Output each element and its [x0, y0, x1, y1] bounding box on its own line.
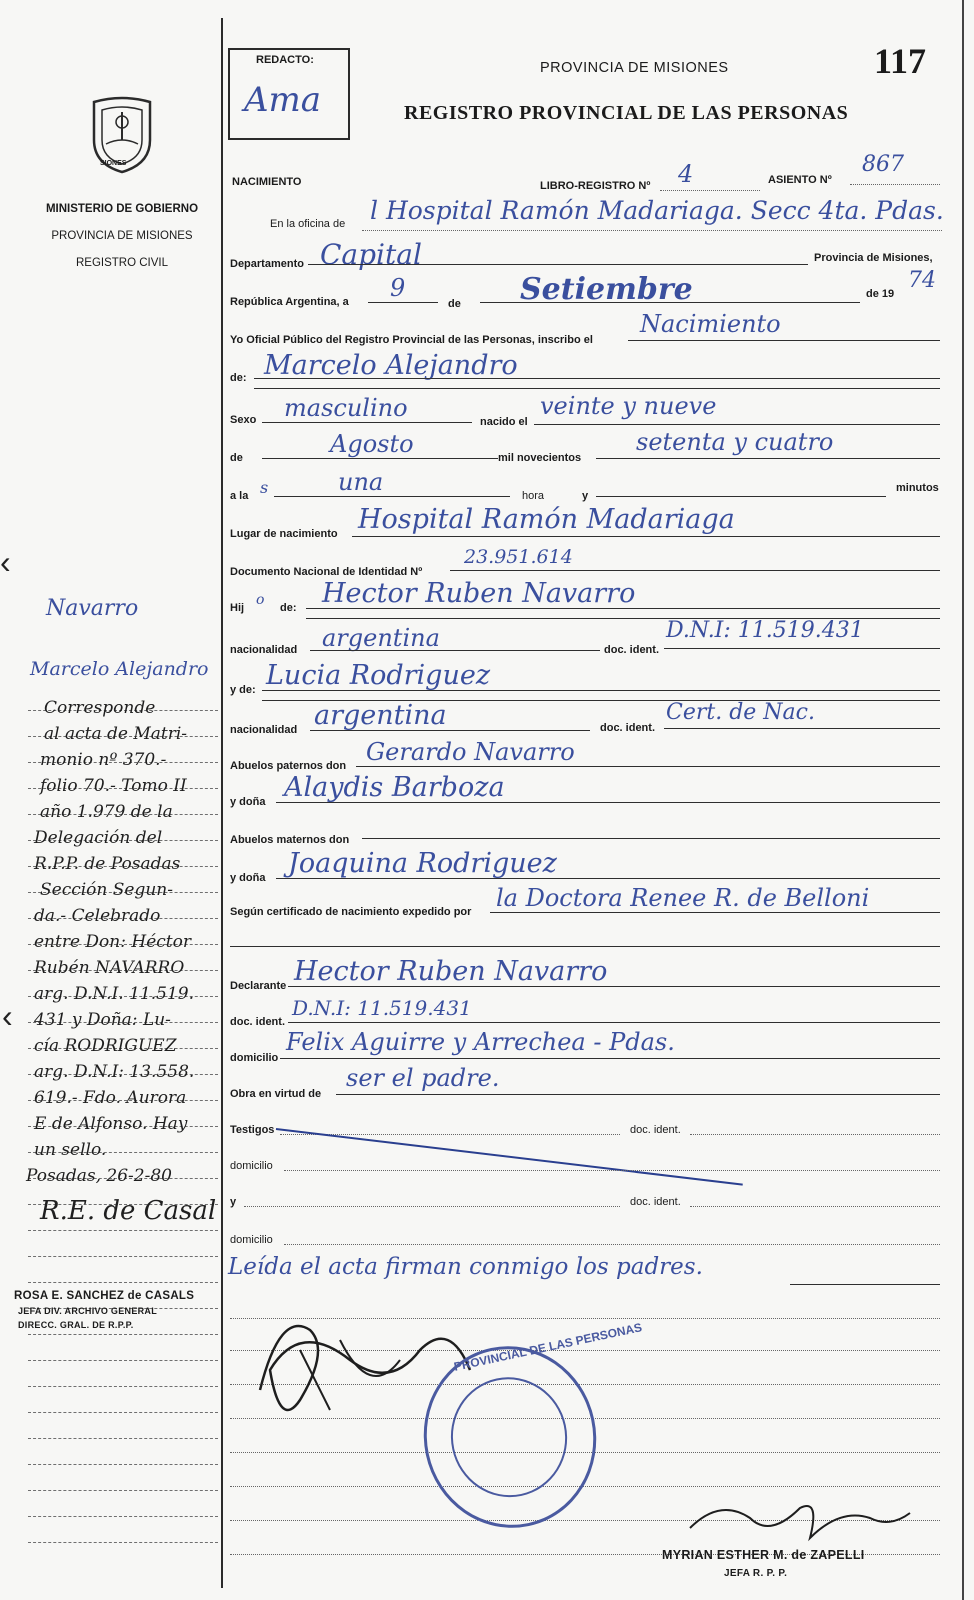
redacto-signature: Ama: [244, 80, 322, 120]
nombre-line-2: [254, 388, 940, 389]
doc1-value: D.N.I: 11.519.431: [666, 618, 864, 643]
margin-line: un sello.: [34, 1140, 107, 1160]
y2-label: y: [230, 1196, 237, 1208]
record-type: NACIMIENTO: [232, 176, 302, 188]
nombre-value: Marcelo Alejandro: [264, 350, 518, 381]
dni-value: 23.951.614: [464, 546, 573, 568]
hora-value: una: [338, 468, 384, 496]
doc2-line: [664, 728, 940, 729]
alas-prefix: s: [260, 478, 269, 497]
hora-line: [274, 496, 510, 497]
mes-nac-line: [262, 458, 498, 459]
nac1-value: argentina: [322, 624, 440, 652]
oficina-value: l Hospital Ramón Madariaga. Secc 4ta. Pdas.: [370, 196, 944, 225]
oficial-label: Yo Oficial Público del Registro Provincial de las Personas, inscribo el: [230, 334, 593, 346]
abuelo-pat-line: [356, 766, 940, 767]
witness-strike-line: [276, 1128, 743, 1186]
margin-line: R.P.P. de Posadas: [34, 854, 181, 874]
anio-nac-value: setenta y cuatro: [636, 428, 834, 456]
certificado-line: [490, 912, 940, 913]
margin-stamp-name: ROSA E. SANCHEZ de CASALS: [14, 1290, 195, 1302]
abuela-pat-value: Alaydis Barboza: [284, 772, 505, 803]
margin-line: da.- Celebrado: [34, 906, 161, 926]
departamento-line: [308, 264, 808, 265]
hijo-label: Hij: [230, 602, 245, 614]
lugar-line: [352, 536, 940, 537]
certificado-label: Según certificado de nacimiento expedido por: [230, 906, 472, 918]
ministry-line: MINISTERIO DE GOBIERNO: [45, 203, 199, 215]
inscribo-value: Nacimiento: [640, 310, 781, 338]
margin-line: folio 70.- Tomo II: [40, 776, 187, 796]
inscribo-line: [628, 340, 940, 341]
lugar-label: Lugar de nacimiento: [230, 528, 338, 540]
mes-value: Setiembre: [520, 272, 693, 307]
nombre-line: [254, 378, 940, 379]
closing-line: [790, 1284, 940, 1285]
redacto-label: REDACTO:: [256, 54, 314, 66]
doc3-label: doc. ident.: [230, 1016, 285, 1028]
ydona1-label: y doña: [230, 796, 266, 808]
oficina-label: En la oficina de: [270, 218, 346, 230]
y2-line: [244, 1206, 620, 1207]
margin-line: Corresponde: [44, 698, 156, 718]
mes-nac-value: Agosto: [330, 430, 414, 458]
nacido-label: nacido el: [480, 416, 528, 428]
nombre-label: de:: [230, 372, 247, 384]
abuelos-pat-label: Abuelos paternos don: [230, 760, 347, 772]
seal-text: PROVINCIAL DE LAS PERSONAS: [452, 1320, 644, 1374]
sexo-value: masculino: [284, 394, 408, 422]
departamento-label: Departamento: [230, 258, 304, 270]
abuela-mat-value: Joaquina Rodriguez: [288, 848, 557, 879]
domicilio-line: [280, 1058, 940, 1059]
doc5-label: doc. ident.: [630, 1196, 681, 1208]
closing-text: Leída el acta firman conmigo los padres.: [228, 1254, 703, 1280]
margin-line: monio nº 370.-: [40, 750, 167, 770]
declarante-line: [288, 986, 940, 987]
lugar-value: Hospital Ramón Madariaga: [358, 504, 735, 535]
seal-text: SIONES: [100, 160, 127, 167]
margin-mark-icon: ‹: [0, 544, 11, 580]
margin-line: E de Alfonso. Hay: [34, 1114, 188, 1134]
doc4-label: doc. ident.: [630, 1124, 681, 1136]
ministry-header: [22, 196, 222, 277]
domicilio-value: Felix Aguirre y Arrechea - Pdas.: [286, 1028, 675, 1056]
testigos-label: Testigos: [230, 1124, 275, 1136]
margin-surname: Navarro: [46, 596, 139, 621]
ydona2-label: y doña: [230, 872, 266, 884]
domicilio2-label: domicilio: [230, 1160, 273, 1172]
official-name: MYRIAN ESTHER M. de ZAPELLI: [662, 1548, 865, 1562]
registry-civil-line: REGISTRO CIVIL: [75, 257, 169, 269]
dni-label: Documento Nacional de Identidad Nº: [230, 566, 423, 578]
padre-line: [306, 608, 940, 609]
departamento-value: Capital: [320, 238, 422, 271]
certificado-value: la Doctora Renee R. de Belloni: [496, 884, 870, 912]
obra-line: [336, 1094, 940, 1095]
registry-title: REGISTRO PROVINCIAL DE LAS PERSONAS: [404, 102, 849, 124]
domicilio3-line: [284, 1244, 940, 1245]
redacto-box: [228, 48, 350, 140]
declarante-value: Hector Ruben Navarro: [294, 956, 608, 987]
anio-value: 74: [908, 268, 936, 293]
de19-label: de 19: [866, 288, 895, 300]
nac2-value: argentina: [314, 700, 447, 731]
obra-label: Obra en virtud de: [230, 1088, 322, 1100]
libro-value: 4: [678, 160, 694, 188]
doc4-line: [690, 1134, 940, 1135]
abuelo-pat-value: Gerardo Navarro: [366, 738, 575, 766]
alas-label: a la: [230, 490, 249, 502]
asiento-value: 867: [862, 152, 904, 177]
domicilio2-line: [284, 1170, 940, 1171]
dia-line: [368, 302, 438, 303]
domicilio-label: domicilio: [230, 1052, 279, 1064]
abuela-pat-line: [276, 802, 940, 803]
margin-line: año 1.979 de la: [40, 802, 173, 822]
provincia-label: Provincia de Misiones,: [814, 252, 933, 264]
province-line: PROVINCIA DE MISIONES: [51, 230, 193, 242]
official-title: JEFA R. P. P.: [724, 1568, 788, 1579]
minutos-label: minutos: [896, 482, 939, 494]
oficina-line: [362, 230, 942, 231]
margin-stamp-dept: DIRECC. GRAL. DE R.P.P.: [18, 1320, 134, 1330]
abuelo-mat-line: [362, 838, 940, 839]
anio-nac-line: [596, 458, 940, 459]
dia-value: 9: [390, 274, 406, 302]
margin-line: al acta de Matri-: [44, 724, 188, 744]
republica-label: República Argentina, a: [230, 296, 349, 308]
margin-line: arg. D.N.I: 13.558.: [34, 1062, 195, 1082]
hijo-suffix: o: [256, 592, 265, 608]
abuelos-mat-label: Abuelos maternos don: [230, 834, 350, 846]
madre-line: [262, 690, 940, 691]
folio-number: 117: [874, 41, 927, 81]
doc5-line: [690, 1206, 940, 1207]
doc2-label: doc. ident.: [600, 722, 655, 734]
margin-line: 619.- Fdo. Aurora: [34, 1088, 187, 1108]
margin-line: 431 y Doña: Lu-: [34, 1010, 171, 1030]
margin-line: arg. D.N.I. 11.519.: [34, 984, 194, 1004]
doc1-label: doc. ident.: [604, 644, 659, 656]
nacido-line: [534, 424, 940, 425]
nac2-label: nacionalidad: [230, 724, 298, 736]
de-mes-label: de: [230, 452, 243, 464]
doc3-value: D.N.I: 11.519.431: [292, 996, 472, 1020]
margin-given-name: Marcelo Alejandro: [30, 658, 209, 680]
hijo-de-label: de:: [280, 602, 297, 614]
doc1-line: [664, 648, 940, 649]
doc3-line: [288, 1022, 940, 1023]
nacido-value: veinte y nueve: [540, 392, 717, 420]
margin-line: cía RODRIGUEZ: [34, 1036, 177, 1056]
abuela-mat-line: [276, 878, 940, 879]
minutos-line: [596, 496, 886, 497]
hora-label: hora: [522, 490, 545, 502]
asiento-label: ASIENTO Nº: [768, 174, 832, 186]
y-label: y: [582, 490, 589, 502]
declarante-label: Declarante: [230, 980, 287, 992]
ydemadre-label: y de:: [230, 684, 256, 696]
certificado-line-2: [230, 946, 940, 947]
doc2-value: Cert. de Nac.: [666, 700, 815, 725]
margin-line: Sección Segun-: [40, 880, 174, 900]
mes-line: [480, 302, 860, 303]
margin-signature: R.E. de Casal: [40, 1196, 217, 1226]
margin-line: entre Don: Héctor: [34, 932, 191, 952]
margin-line: Rubén NAVARRO: [34, 958, 185, 978]
mil-label: mil novecientos: [498, 452, 582, 464]
page-edge: [962, 0, 964, 1600]
dni-line: [450, 570, 940, 571]
libro-line: [660, 190, 760, 191]
margin-line: Delegación del: [34, 828, 163, 848]
madre-value: Lucia Rodriguez: [266, 660, 491, 691]
asiento-line: [850, 184, 940, 185]
padre-value: Hector Ruben Navarro: [322, 578, 636, 609]
margin-stamp-title: JEFA DIV. ARCHIVO GENERAL: [18, 1306, 158, 1316]
blank-line: [230, 1486, 940, 1487]
province-title: PROVINCIA DE MISIONES: [540, 60, 729, 76]
domicilio3-label: domicilio: [230, 1234, 273, 1246]
margin-mark-icon: ‹: [2, 998, 13, 1034]
margin-line: Posadas, 26-2-80: [26, 1166, 172, 1186]
nac2-line: [310, 730, 590, 731]
nac1-label: nacionalidad: [230, 644, 298, 656]
sexo-line: [262, 422, 472, 423]
nac1-line: [310, 650, 600, 651]
libro-label: LIBRO-REGISTRO Nº: [540, 180, 651, 192]
obra-value: ser el padre.: [346, 1064, 500, 1092]
sexo-label: Sexo: [230, 414, 257, 426]
de-label: de: [448, 298, 461, 310]
